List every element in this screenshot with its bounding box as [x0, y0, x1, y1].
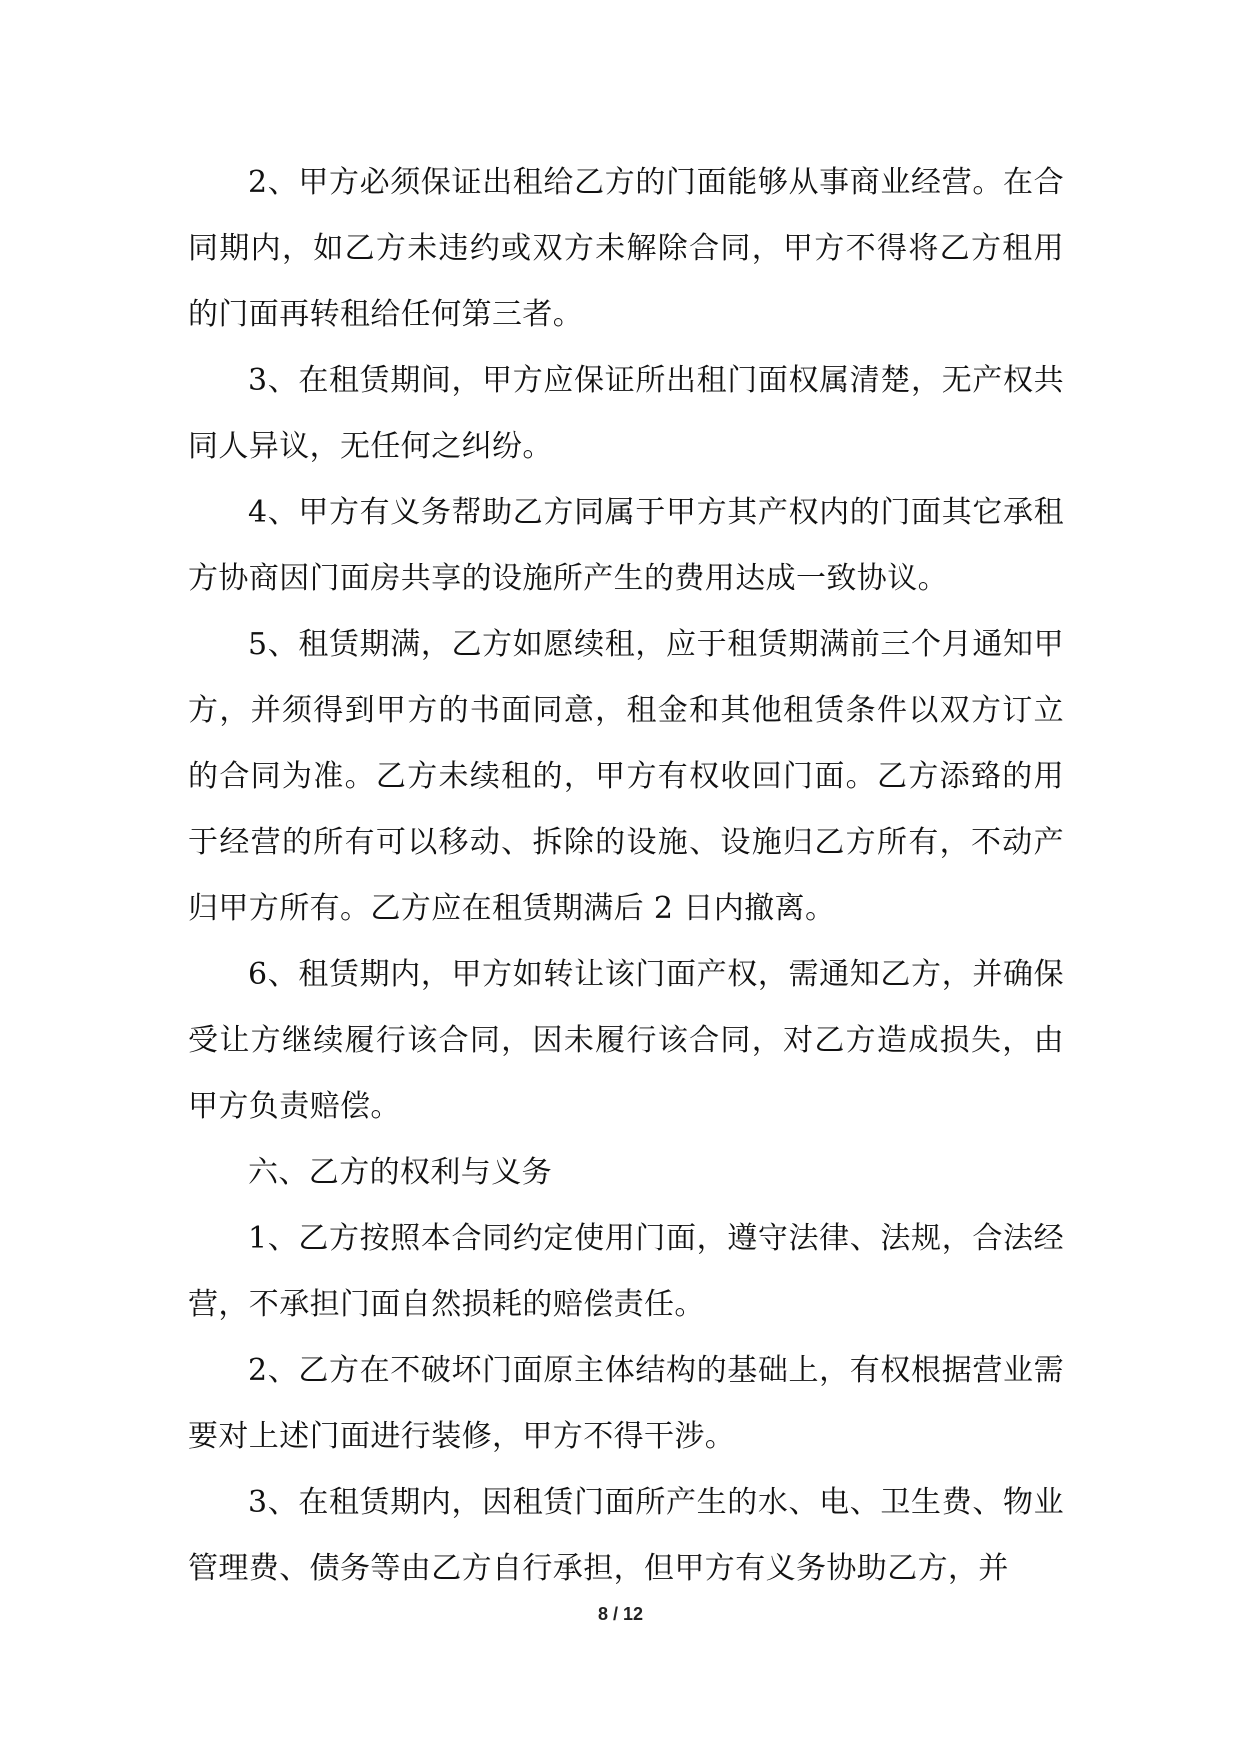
document-body — [188, 150, 1064, 1602]
paragraph: 2、乙方在不破坏门面原主体结构的基础上，有权根据营业需要对上述门面进行装修，甲方不得干涉。 — [188, 1353, 1064, 1454]
paragraph: 6、租赁期内，甲方如转让该门面产权，需通知乙方，并确保受让方继续履行该合同，因未履行该合同，对乙方造成损失，由甲方负责赔偿。 — [188, 957, 1064, 1124]
paragraph: 3、在租赁期间，甲方应保证所出租门面权属清楚，无产权共同人异议，无任何之纠纷。 — [188, 363, 1064, 464]
paragraph: 3、在租赁期内，因租赁门面所产生的水、电、卫生费、物业管理费、债务等由乙方自行承担，但甲方有义务协助乙方，并 — [188, 1485, 1064, 1586]
paragraph: 5、租赁期满，乙方如愿续租，应于租赁期满前三个月通知甲方，并须得到甲方的书面同意，租金和其他租赁条件以双方订立的合同为准。乙方未续租的，甲方有权收回门面。乙方添臵的用于经营的所有可以移动、拆除的设施、设施归乙方所有，不动产归甲方所有。乙方应在租赁期满后 2 日内撤离。 — [188, 627, 1064, 926]
paragraph: 4、甲方有义务帮助乙方同属于甲方其产权内的门面其它承租方协商因门面房共享的设施所产生的费用达成一致协议。 — [188, 495, 1064, 596]
paragraph: 2、甲方必须保证出租给乙方的门面能够从事商业经营。在合同期内，如乙方未违约或双方未解除合同，甲方不得将乙方租用的门面再转租给任何第三者。 — [188, 165, 1064, 332]
paragraph: 1、乙方按照本合同约定使用门面，遵守法律、法规，合法经营，不承担门面自然损耗的赔偿责任。 — [188, 1221, 1064, 1322]
page-number: 8 / 12 — [597, 1604, 644, 1624]
section-heading: 六、乙方的权利与义务 — [248, 1155, 552, 1190]
